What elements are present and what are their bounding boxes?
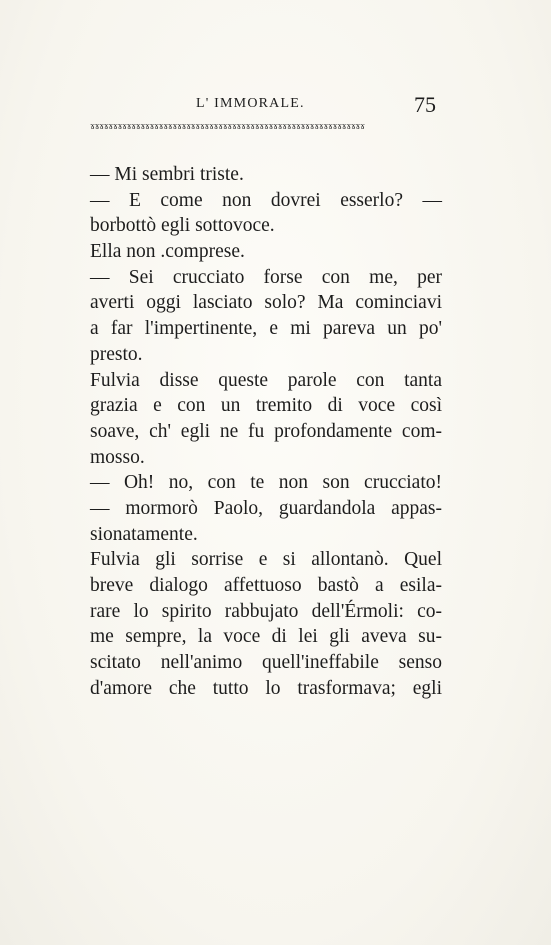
text-line: mosso. [90,446,145,468]
text-line: a far l'impertinente, e mi pareva un po' [90,318,442,340]
text-line: — Sei crucciato forse con me, per [90,266,442,288]
page-number: 75 [414,92,436,117]
text-line: Ella non .comprese. [90,241,245,263]
decorative-rule: ɤɤɤɤɤɤɤɤɤɤɤɤɤɤɤɤɤɤɤɤɤɤɤɤɤɤɤɤɤɤɤɤɤɤɤɤɤɤɤɤɤɤɤɤɤɤɤɤɤɤɤɤɤɤɤɤɤɤɤɤ [90,122,365,132]
text-line: — Oh! no, con te non son crucciato! [90,472,442,494]
text-line: — E come non dovrei esserlo? — [90,189,442,211]
text-line: Fulvia disse queste parole con tanta [90,369,442,391]
page-header [196,92,436,120]
text-line: borbottò egli sottovoce. [90,215,275,237]
text-line: averti oggi lasciato solo? Ma cominciavi [90,292,442,314]
text-line: me sempre, la voce di lei gli aveva su- [90,626,442,648]
text-line: scitato nell'animo quell'ineffabile senso [90,652,442,674]
text-line: Fulvia gli sorrise e si allontanò. Quel [90,549,442,571]
text-line: — Mi sembri triste. [90,164,244,185]
text-line: d'amore che tutto lo trasformava; egli [90,677,442,699]
running-title: L' IMMORALE. [196,96,305,111]
body-text [90,162,442,701]
text-line: sionatamente. [90,523,198,545]
text-line: presto. [90,343,143,365]
text-line: breve dialogo affettuoso bastò a esila- [90,575,442,596]
text-line: rare lo spirito rabbujato dell'Érmoli: co- [90,600,442,622]
text-line: grazia e con un tremito di voce così [90,395,442,417]
text-line: soave, ch' egli ne fu profondamente com- [90,420,442,442]
text-line: — mormorò Paolo, guardandola appas- [90,497,442,519]
